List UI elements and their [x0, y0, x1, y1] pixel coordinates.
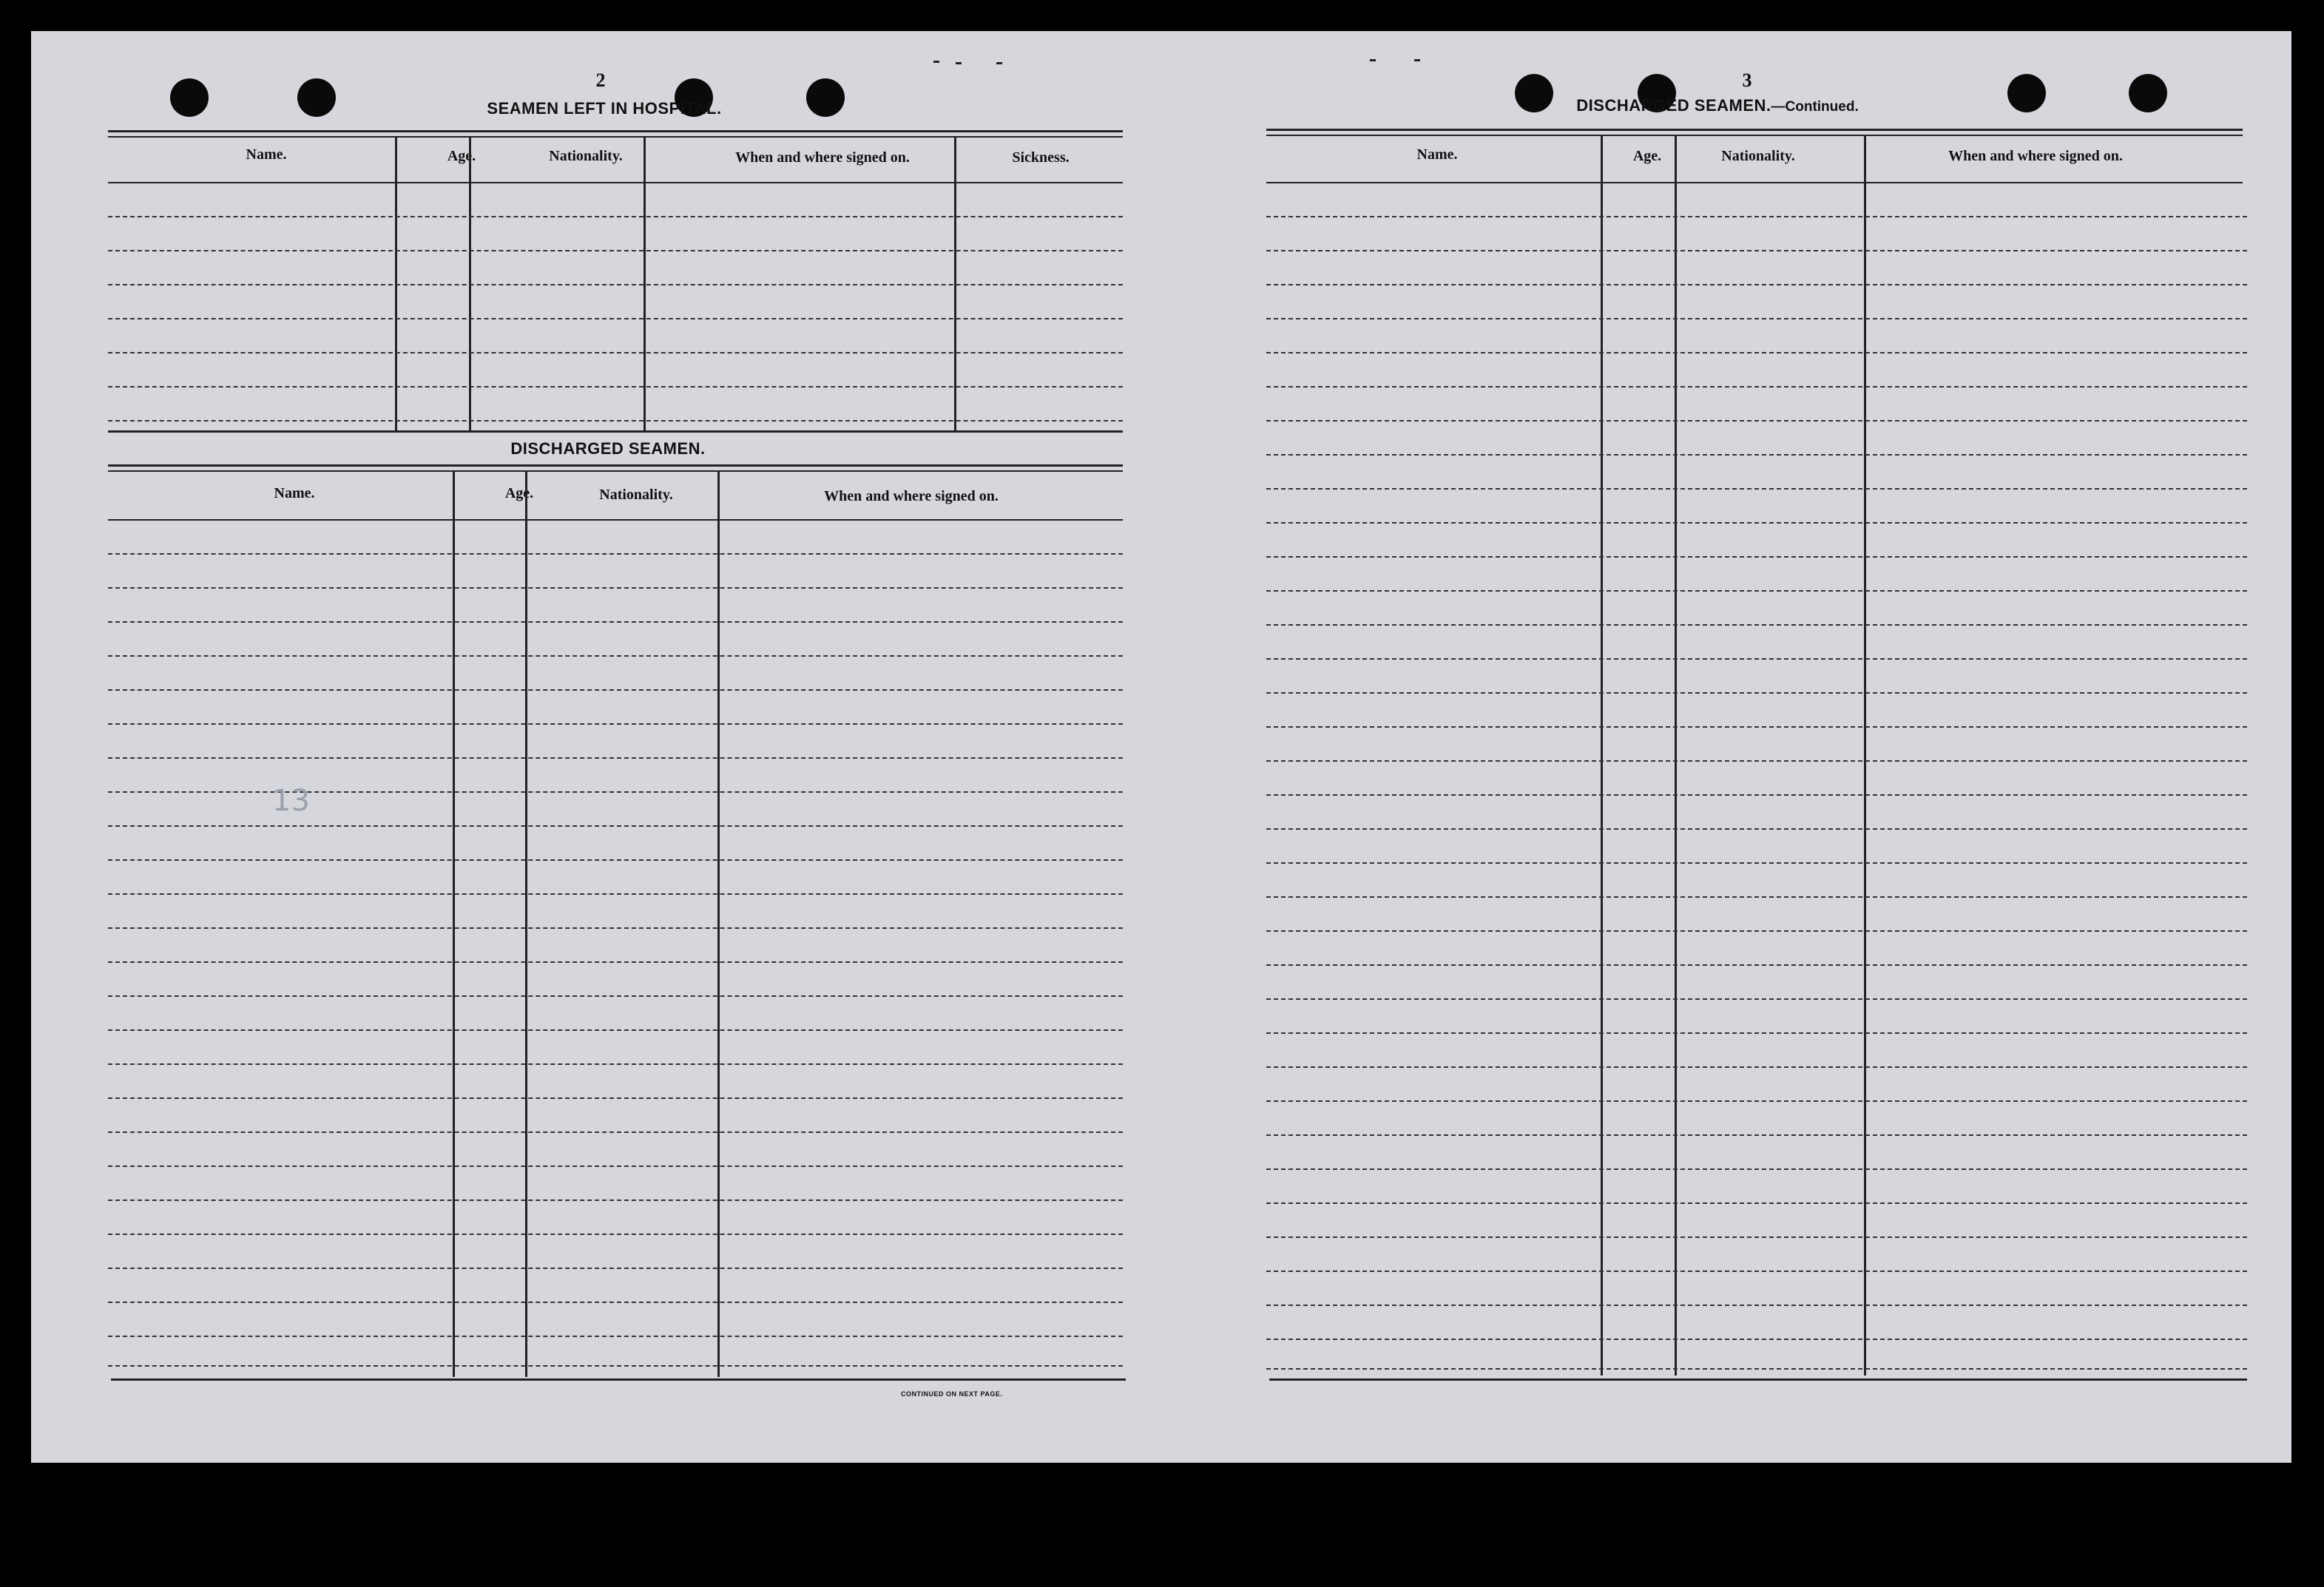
entry-row-line	[108, 1029, 1123, 1031]
entry-row-line	[1266, 590, 2247, 592]
section-rule	[108, 136, 1123, 138]
entry-row-line	[108, 689, 1123, 691]
header-underline	[108, 519, 1123, 521]
entry-row-line	[1266, 794, 2247, 796]
entry-row-line	[108, 284, 1123, 285]
header-underline	[108, 182, 1123, 183]
entry-row-line	[1266, 488, 2247, 490]
entry-row-line	[1266, 216, 2247, 217]
entry-row-line	[108, 961, 1123, 963]
entry-row-line	[108, 250, 1123, 251]
column-header-age: Age.	[504, 485, 534, 501]
column-divider	[1601, 136, 1603, 1375]
section-rule	[108, 130, 1123, 132]
entry-row-line	[1266, 964, 2247, 966]
section-rule	[1266, 129, 2243, 131]
page-number: 3	[1742, 70, 1752, 91]
entry-row-line	[1266, 352, 2247, 353]
entry-row-line	[108, 893, 1123, 895]
section-rule	[108, 430, 1123, 433]
entry-row-line	[108, 723, 1123, 725]
entry-row-line	[108, 1336, 1123, 1337]
entry-row-line	[108, 553, 1123, 555]
entry-row-line	[1266, 454, 2247, 456]
entry-row-line	[108, 1234, 1123, 1235]
entry-row-line	[108, 1268, 1123, 1269]
page-number: 2	[595, 70, 606, 91]
entry-row-line	[1266, 624, 2247, 626]
entry-row-line	[108, 318, 1123, 319]
column-header-sickness: Sickness.	[1012, 149, 1070, 166]
entry-row-line	[1266, 284, 2247, 285]
entry-row-line	[1266, 1168, 2247, 1170]
entry-row-line	[1266, 250, 2247, 251]
entry-row-line	[1266, 930, 2247, 932]
discharged-continued-title-main: DISCHARGED SEAMEN.	[1576, 96, 1771, 115]
entry-row-line	[108, 587, 1123, 589]
entry-row-line	[1266, 420, 2247, 422]
entry-row-line	[1266, 1100, 2247, 1102]
entry-row-line	[108, 655, 1123, 657]
entry-row-line	[1266, 318, 2247, 319]
entry-row-line	[108, 1165, 1123, 1167]
entry-row-line	[108, 859, 1123, 861]
column-header-nationality: Nationality.	[599, 487, 673, 503]
section-rule	[108, 470, 1123, 472]
entry-row-line	[1266, 386, 2247, 388]
discharged-section-title: DISCHARGED SEAMEN.	[510, 439, 706, 458]
column-header-signed-on: When and where signed on.	[1948, 148, 2123, 164]
entry-row-line	[1266, 1202, 2247, 1204]
entry-row-line	[108, 352, 1123, 353]
entry-row-line	[108, 1131, 1123, 1133]
entry-row-line	[108, 420, 1123, 422]
entry-row-line	[1266, 896, 2247, 898]
entry-row-line	[1266, 658, 2247, 660]
entry-row-line	[1266, 1270, 2247, 1272]
entry-row-line	[1266, 1236, 2247, 1238]
column-divider	[1675, 136, 1677, 1375]
hospital-section-title: SEAMEN LEFT IN HOSPITAL.	[487, 99, 722, 118]
entry-row-line	[108, 1097, 1123, 1099]
entry-row-line	[1266, 1339, 2247, 1340]
column-divider	[525, 472, 527, 1377]
column-header-age: Age.	[1632, 148, 1662, 164]
entry-row-line	[108, 995, 1123, 997]
column-header-signed-on: When and where signed on.	[824, 488, 999, 504]
right-page	[1185, 31, 2291, 1463]
section-rule	[1266, 135, 2243, 136]
section-rule	[111, 1378, 1126, 1381]
entry-row-line	[1266, 1066, 2247, 1068]
pencil-mark: 13	[272, 784, 310, 818]
column-header-name: Name.	[246, 146, 287, 163]
left-page	[31, 31, 1141, 1463]
column-header-name: Name.	[274, 485, 315, 501]
entry-row-line	[1266, 1032, 2247, 1034]
entry-row-line	[108, 825, 1123, 827]
column-divider	[453, 472, 455, 1377]
continued-note: CONTINUED ON NEXT PAGE.	[901, 1390, 1003, 1398]
entry-row-line	[108, 1302, 1123, 1303]
discharged-continued-suffix: —Continued.	[1771, 99, 1859, 115]
column-header-nationality: Nationality.	[1721, 148, 1795, 164]
entry-row-line	[108, 1199, 1123, 1201]
entry-row-line	[1266, 522, 2247, 524]
column-header-name: Name.	[1416, 146, 1458, 163]
section-rule	[108, 464, 1123, 467]
section-rule	[1269, 1378, 2247, 1381]
column-header-age: Age.	[447, 148, 476, 164]
entry-row-line	[108, 1365, 1123, 1367]
discharged-continued-title	[1562, 96, 1873, 115]
entry-row-line	[1266, 998, 2247, 1000]
scanned-document	[31, 31, 2291, 1463]
entry-row-line	[108, 1063, 1123, 1065]
entry-row-line	[1266, 828, 2247, 830]
column-header-nationality: Nationality.	[549, 148, 623, 164]
column-divider	[1864, 136, 1866, 1375]
entry-row-line	[1266, 862, 2247, 864]
entry-row-line	[1266, 1368, 2247, 1370]
entry-row-line	[1266, 760, 2247, 762]
column-divider	[717, 472, 720, 1377]
entry-row-line	[1266, 556, 2247, 558]
entry-row-line	[1266, 1134, 2247, 1136]
entry-row-line	[108, 791, 1123, 793]
header-underline	[1266, 182, 2243, 183]
entry-row-line	[108, 621, 1123, 623]
entry-row-line	[1266, 726, 2247, 728]
entry-row-line	[108, 386, 1123, 388]
entry-row-line	[108, 927, 1123, 929]
entry-row-line	[108, 216, 1123, 217]
entry-row-line	[108, 757, 1123, 759]
column-header-signed-on: When and where signed on.	[735, 149, 910, 166]
entry-row-line	[1266, 692, 2247, 694]
entry-row-line	[1266, 1305, 2247, 1306]
